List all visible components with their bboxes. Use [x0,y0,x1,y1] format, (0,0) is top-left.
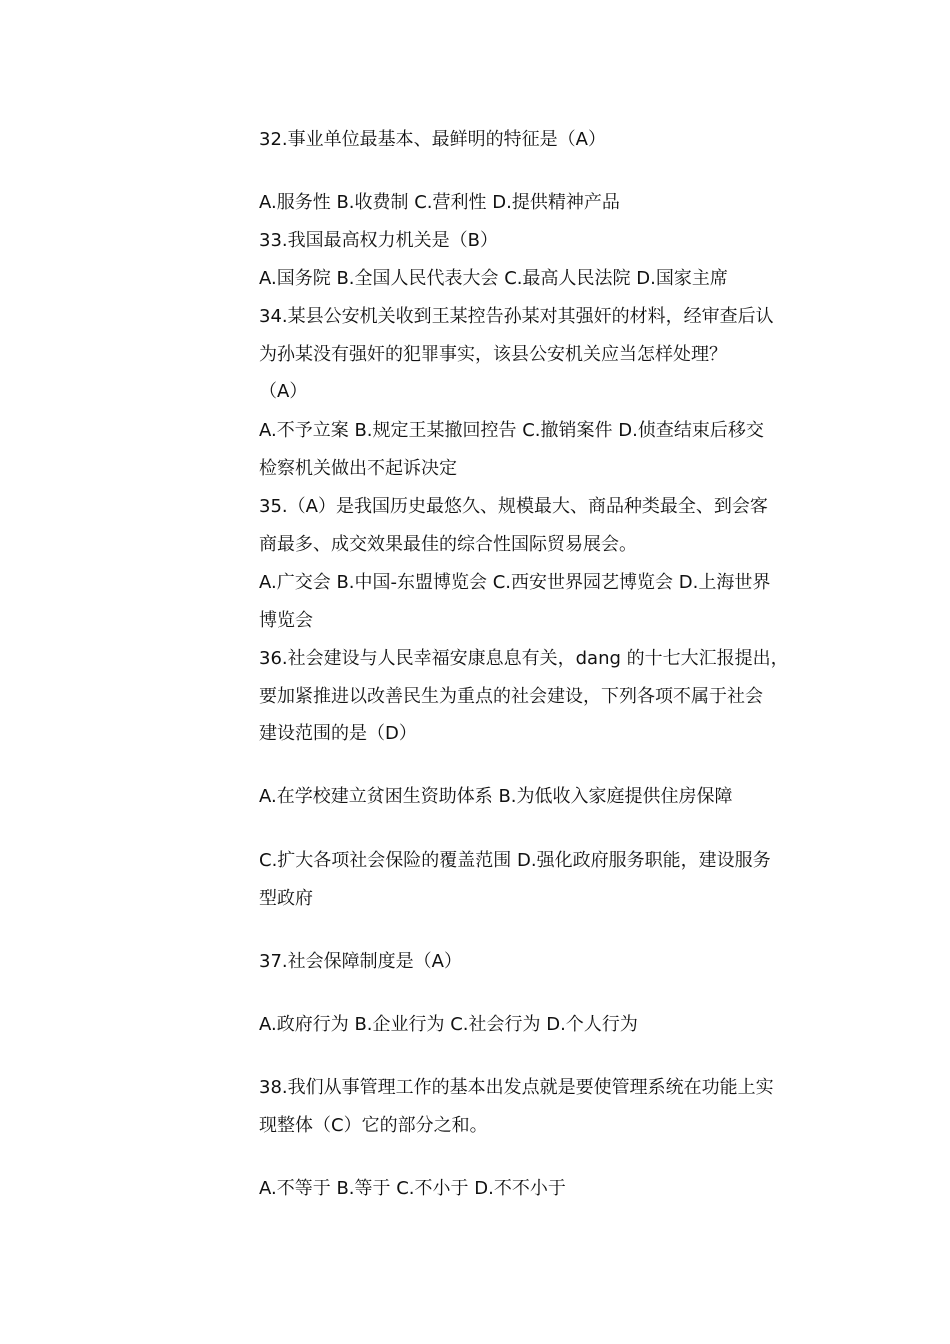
question-34-options-line-1: A.不予立案 B.规定王某撤回控告 C.撤销案件 D.侦查结束后移交 [259,420,764,441]
question-35-line-2: 商最多、成交效果最佳的综合性国际贸易展会。 [259,534,637,555]
question-34-line-1: 34.某县公安机关收到王某控告孙某对其强奸的材料，经审查后认 [259,306,774,327]
question-38-line-1: 38.我们从事管理工作的基本出发点就是要使管理系统在功能上实 [259,1077,774,1098]
question-33: 33.我国最高权力机关是（B） [259,230,498,251]
question-37: 37.社会保障制度是（A） [259,951,462,972]
question-32: 32.事业单位最基本、最鲜明的特征是（A） [259,129,606,150]
question-36-options-line-3: 型政府 [259,888,313,909]
question-35-options-line-2: 博览会 [259,610,313,631]
question-36-options-line-2: C.扩大各项社会保险的覆盖范围 D.强化政府服务职能，建设服务 [259,850,771,871]
question-38-line-2: 现整体（C）它的部分之和。 [259,1115,488,1136]
question-34-line-2: 为孙某没有强奸的犯罪事实，该县公安机关应当怎样处理？ [259,344,727,365]
question-33-options: A.国务院 B.全国人民代表大会 C.最高人民法院 D.国家主席 [259,268,728,289]
question-37-options: A.政府行为 B.企业行为 C.社会行为 D.个人行为 [259,1014,638,1035]
question-34-options-line-2: 检察机关做出不起诉决定 [259,458,457,479]
question-35-options-line-1: A.广交会 B.中国-东盟博览会 C.西安世界园艺博览会 D.上海世界 [259,572,771,593]
question-38-options: A.不等于 B.等于 C.不小于 D.不不小于 [259,1178,566,1199]
question-36-line-1: 36.社会建设与人民幸福安康息息有关，dang 的十七大汇报提出， [259,648,789,669]
question-32-options: A.服务性 B.收费制 C.营利性 D.提供精神产品 [259,192,620,213]
question-36-line-3: 建设范围的是（D） [259,723,417,744]
question-36-line-2: 要加紧推进以改善民生为重点的社会建设，下列各项不属于社会 [259,686,763,707]
question-34-answer: （A） [259,381,308,402]
question-35-line-1: 35.（A）是我国历史最悠久、规模最大、商品种类最全、到会客 [259,496,768,517]
question-36-options-line-1: A.在学校建立贫困生资助体系 B.为低收入家庭提供住房保障 [259,786,733,807]
